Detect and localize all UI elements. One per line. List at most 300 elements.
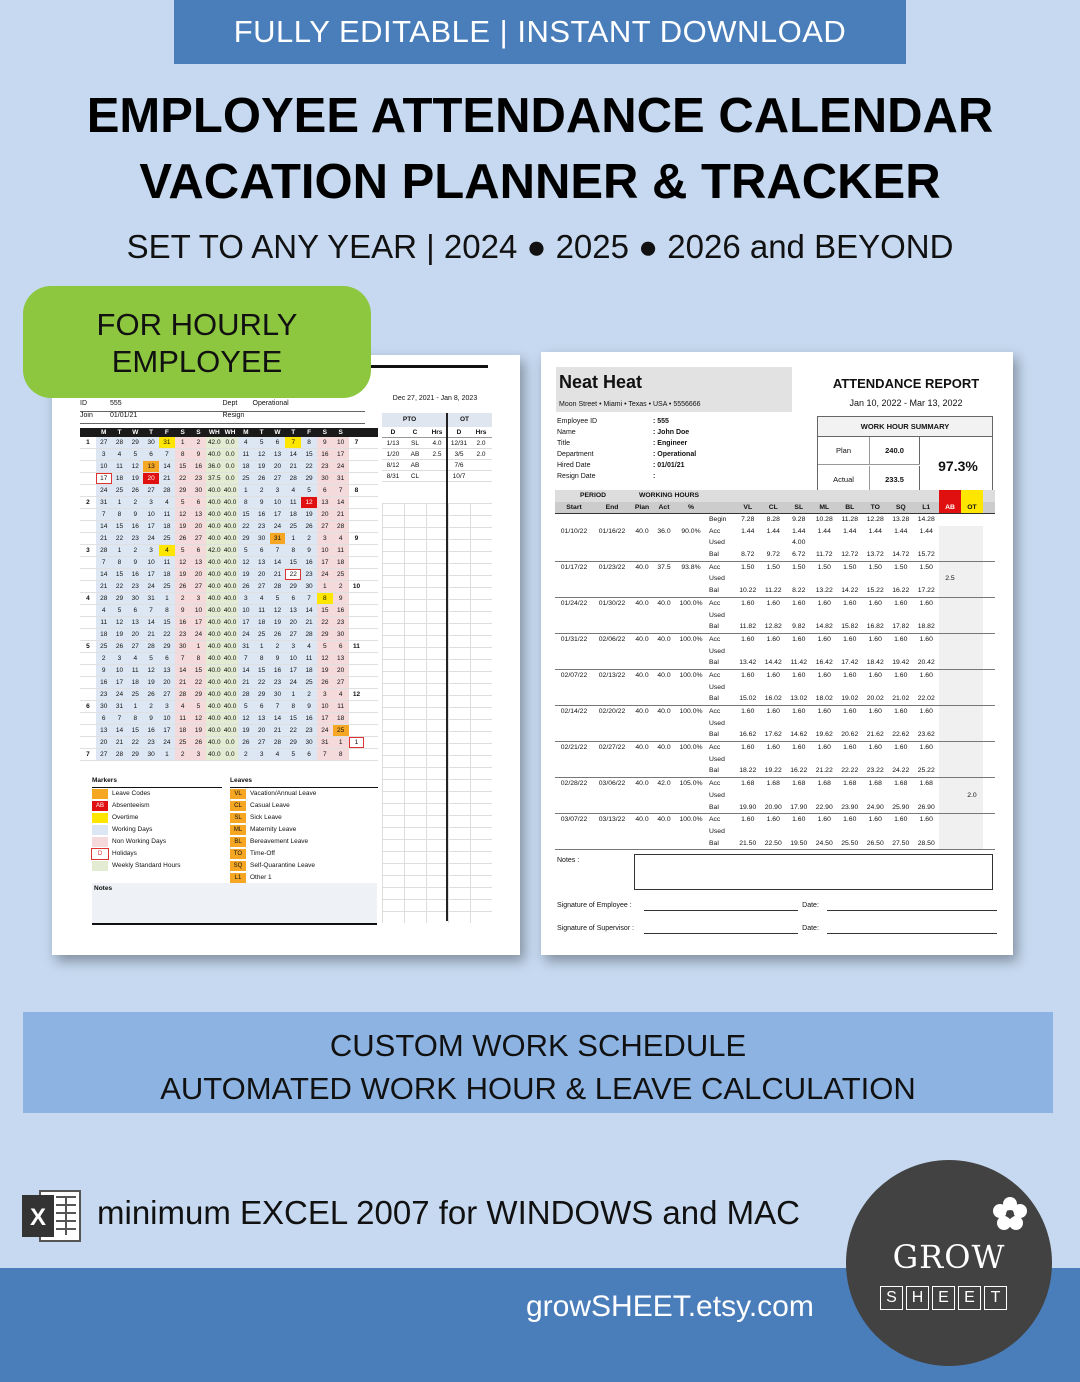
ot-value <box>961 634 983 646</box>
notes-box: Notes <box>92 883 377 923</box>
calendar-cell: 7 <box>285 437 301 448</box>
period-cell <box>653 693 675 705</box>
pto-subheader-cell: D <box>456 429 462 436</box>
leave-value <box>786 754 812 766</box>
leave-value: 15.22 <box>866 587 884 595</box>
calendar-cell: 27 <box>191 533 207 544</box>
calendar-cell: 13 <box>285 605 301 616</box>
calendar-cell: 22 <box>285 569 301 580</box>
logo-letter: E <box>958 1286 981 1310</box>
calendar-cell <box>349 497 365 508</box>
leave-value: 22.90 <box>815 803 833 811</box>
calendar-cell <box>80 653 96 664</box>
calendar-cell: 10 <box>270 497 286 508</box>
period-cell: 40.0 <box>657 671 671 679</box>
period-cell <box>593 585 631 597</box>
calendar-cell: 11 <box>333 701 349 712</box>
ot-value <box>961 526 983 538</box>
calendar-cell: 16 <box>175 617 191 628</box>
leave-value: 1.60 <box>894 671 908 679</box>
calendar-cell: 40.0 <box>223 559 237 566</box>
period-cell <box>555 585 593 597</box>
calendar-cell: 40.0 <box>207 523 221 530</box>
ot-value <box>961 826 983 838</box>
leave-value <box>863 537 889 549</box>
period-cell <box>675 729 707 741</box>
excel-requirement: minimum EXCEL 2007 for WINDOWS and MAC <box>97 1194 800 1231</box>
calendar-cell: 25 <box>333 569 349 580</box>
ab-value <box>939 838 961 850</box>
calendar-week-row <box>80 473 378 485</box>
period-cell <box>593 682 631 694</box>
employee-detail-label: Employee ID <box>557 418 598 425</box>
leave-value <box>735 718 761 730</box>
ot-value <box>961 573 983 585</box>
period-cell <box>675 802 707 814</box>
marker-item <box>92 848 222 860</box>
calendar-cell: 2 <box>127 545 143 556</box>
calendar-cell: 17 <box>333 449 349 460</box>
calendar-cell: 17 <box>317 713 333 724</box>
period-cell <box>675 790 707 802</box>
calendar-cell: 22 <box>301 461 317 472</box>
calendar-cell: 19 <box>238 725 254 736</box>
calendar-header-cell: WH <box>208 429 220 436</box>
calendar-cell: 6 <box>127 605 143 616</box>
calendar-cell: 10 <box>317 701 333 712</box>
calendar-cell: 5 <box>301 485 317 496</box>
calendar-cell: 12 <box>112 617 128 628</box>
calendar-cell: 30 <box>143 749 159 760</box>
calendar-cell: 10 <box>333 437 349 448</box>
calendar-cell: 21 <box>112 737 128 748</box>
leave-value: 25.22 <box>917 767 935 775</box>
calendar-cell: 10 <box>159 713 175 724</box>
calendar-cell: 6 <box>270 437 286 448</box>
calendar-cell: 36.0 <box>207 463 221 470</box>
calendar-cell: 4 <box>238 437 254 448</box>
calendar-header-cell: S <box>180 429 185 436</box>
leave-value: 1.60 <box>894 744 908 752</box>
calendar-cell: 4 <box>159 545 175 556</box>
leave-value <box>837 646 863 658</box>
calendar-cell <box>80 581 96 592</box>
leave-value <box>735 610 761 622</box>
calendar-cell: 3 <box>317 533 333 544</box>
calendar-cell: 3 <box>143 545 159 556</box>
calendar-cell: 40.0 <box>207 715 221 722</box>
calendar-header-cell: T <box>259 429 264 436</box>
leave-value <box>914 718 940 730</box>
calendar-cell: 14 <box>270 713 286 724</box>
period-row <box>555 621 995 633</box>
calendar-cell: 26 <box>254 473 270 484</box>
begin-cell: 14.28 <box>917 516 935 523</box>
calendar-cell: 1 <box>254 641 270 652</box>
calendar-week-row <box>80 521 378 533</box>
calendar-cell: 8 <box>285 701 301 712</box>
sheet-bottom-line <box>92 923 377 925</box>
calendar-cell: 16 <box>301 713 317 724</box>
leave-value <box>863 682 889 694</box>
calendar-cell: 2 <box>127 497 143 508</box>
ot-value: 2.0 <box>961 790 983 802</box>
calendar-cell: 6 <box>317 485 333 496</box>
leave-value: 9.72 <box>766 551 780 559</box>
period-cell: 03/13/22 <box>598 816 626 824</box>
calendar-cell <box>349 461 365 472</box>
pto-cell <box>426 460 448 470</box>
calendar-cell: 40.0 <box>223 535 237 542</box>
calendar-week-row <box>80 569 378 581</box>
marker-swatch <box>92 789 108 799</box>
calendar-cell: 8 <box>285 545 301 556</box>
leave-value: 17.22 <box>917 587 935 595</box>
calendar-cell: 23 <box>254 521 270 532</box>
leave-value: 1.60 <box>817 708 831 715</box>
calendar-cell: 17 <box>96 473 112 484</box>
join-value: 01/01/21 <box>110 412 138 419</box>
ab-value <box>939 682 961 694</box>
period-cell <box>653 682 675 694</box>
leave-value <box>888 610 914 622</box>
calendar-cell: 24 <box>159 737 175 748</box>
calendar-cell: 30 <box>143 437 159 448</box>
period-cell <box>631 549 653 561</box>
calendar-cell: 40.0 <box>223 655 237 662</box>
report-range: Jan 10, 2022 - Mar 13, 2022 <box>849 398 963 408</box>
calendar-cell: 5 <box>285 749 301 760</box>
employee-detail-value: : <box>653 473 656 480</box>
calendar-cell: 15 <box>238 509 254 520</box>
company-block <box>556 367 792 412</box>
calendar-cell: 10 <box>112 665 128 676</box>
svg-text:X: X <box>29 1204 47 1231</box>
calendar-cell: 24 <box>317 725 333 736</box>
pto-cell: 8/12 <box>386 462 400 469</box>
period-block <box>555 778 995 814</box>
leave-value: 1.60 <box>741 599 755 607</box>
pto-subheader <box>382 427 492 438</box>
calendar-cell: 15 <box>301 449 317 460</box>
calendar-cell: 16 <box>143 725 159 736</box>
calendar-cell: 25 <box>301 677 317 688</box>
calendar-cell: 2 <box>143 701 159 712</box>
calendar-cell: 23 <box>301 725 317 736</box>
calendar-cell: 17 <box>159 725 175 736</box>
period-cell <box>653 826 675 838</box>
period-cell <box>653 573 675 585</box>
calendar-cell: 27 <box>333 677 349 688</box>
ab-value <box>939 706 961 718</box>
period-cell <box>675 585 707 597</box>
calendar-cell: 9 <box>301 701 317 712</box>
ot-value <box>961 838 983 850</box>
calendar-cell: 24 <box>238 629 254 640</box>
calendar-cell: 23 <box>301 569 317 580</box>
period-cell <box>593 729 631 741</box>
calendar-cell: 40.0 <box>223 571 237 578</box>
calendar-cell: 13 <box>96 725 112 736</box>
leave-value: 12.82 <box>764 623 782 631</box>
ot-value <box>961 621 983 633</box>
calendar-cell: 26 <box>175 581 191 592</box>
calendar-cell: 2 <box>191 437 207 448</box>
calendar-cell: 2 <box>301 533 317 544</box>
leave-value: 1.60 <box>792 708 806 715</box>
period-row <box>555 598 995 610</box>
calendar-cell: 14 <box>285 449 301 460</box>
calendar-cell: 20 <box>159 677 175 688</box>
calendar-cell: 17 <box>285 665 301 676</box>
calendar-header-cell: T <box>291 429 296 436</box>
calendar-cell: 16 <box>270 665 286 676</box>
calendar-header-cell: S <box>322 429 328 436</box>
calendar-cell: 17 <box>143 521 159 532</box>
leave-value: 1.60 <box>843 635 857 643</box>
leave-value: 25.50 <box>841 839 859 847</box>
calendar-cell: 5 <box>175 545 191 556</box>
row-type-label: Acc <box>709 816 721 824</box>
leave-value: 26.50 <box>866 839 884 847</box>
period-table-group-header <box>555 490 995 502</box>
ot-value <box>961 610 983 622</box>
calendar-cell: 18 <box>333 713 349 724</box>
marker-label: Working Days <box>112 826 153 833</box>
period-cell <box>555 718 593 730</box>
period-cell: 02/28/22 <box>560 780 588 788</box>
leave-value: 10.22 <box>739 587 757 595</box>
period-row <box>555 718 995 730</box>
calendar-week-row <box>80 665 378 677</box>
excel-icon <box>22 1187 82 1245</box>
leave-value: 1.60 <box>843 671 857 679</box>
leave-value <box>761 610 787 622</box>
period-block <box>555 526 995 562</box>
period-cell <box>555 802 593 814</box>
working-hours-header: WORKING HOURS <box>638 492 700 499</box>
calendar-week-row <box>80 701 378 713</box>
calendar-cell: 19 <box>112 629 128 640</box>
leave-value: 8.22 <box>792 587 806 595</box>
calendar-cell: 24 <box>143 533 159 544</box>
leave-value <box>735 646 761 658</box>
calendar-cell: 28 <box>333 521 349 532</box>
calendar-cell: 15 <box>285 713 301 724</box>
column-header: ML <box>819 504 830 511</box>
ot-value <box>961 778 983 790</box>
calendar-cell: 22 <box>112 533 128 544</box>
leave-value <box>837 790 863 802</box>
leave-value: 18.02 <box>815 695 833 703</box>
period-cell <box>631 682 653 694</box>
calendar-cell: 2 <box>270 641 286 652</box>
leave-value: 21.62 <box>866 731 884 739</box>
leave-value <box>888 754 914 766</box>
ab-value <box>939 765 961 777</box>
leave-value: 13.42 <box>739 659 757 667</box>
shop-url[interactable]: growSHEET.etsy.com <box>526 1290 814 1323</box>
calendar-cell: 7 <box>143 605 159 616</box>
calendar-cell <box>349 521 365 532</box>
calendar-cell: 26 <box>238 737 254 748</box>
calendar-cell: 2 <box>175 749 191 760</box>
period-cell <box>653 802 675 814</box>
calendar-cell: 29 <box>159 641 175 652</box>
period-row <box>555 778 995 790</box>
calendar-cell: 40.0 <box>207 511 221 518</box>
calendar-cell: 12 <box>270 605 286 616</box>
period-cell <box>675 573 707 585</box>
calendar-cell <box>80 485 96 496</box>
calendar-week-row <box>80 689 378 701</box>
calendar-cell: 20 <box>127 629 143 640</box>
period-cell <box>593 718 631 730</box>
marker-swatch <box>92 837 108 847</box>
period-cell: 02/21/22 <box>560 744 588 752</box>
calendar-cell: 22 <box>191 677 207 688</box>
calendar-cell: 40.0 <box>223 715 237 722</box>
badge-line1: FOR HOURLY <box>96 307 298 342</box>
period-cell: 40.0 <box>635 816 649 824</box>
calendar-cell: 2 <box>254 485 270 496</box>
calendar-cell: 29 <box>238 533 254 544</box>
period-cell <box>675 682 707 694</box>
leave-value: 9.82 <box>792 623 806 631</box>
period-cell <box>631 838 653 850</box>
calendar-cell: 1 <box>159 593 175 604</box>
employee-signature-row <box>557 902 997 911</box>
calendar-cell: 12 <box>254 449 270 460</box>
calendar-cell: 13 <box>270 449 286 460</box>
calendar-cell: 22 <box>317 617 333 628</box>
leave-value: 19.50 <box>790 839 808 847</box>
calendar-cell: 40.0 <box>207 655 221 662</box>
leave-value: 1.60 <box>741 635 755 643</box>
leave-value: 22.02 <box>917 695 935 703</box>
calendar-cell: 25 <box>112 485 128 496</box>
leave-value <box>735 826 761 838</box>
period-cell <box>675 765 707 777</box>
row-type-label: Bal <box>709 659 719 667</box>
period-block <box>555 562 995 598</box>
leave-value: 1.60 <box>741 671 755 679</box>
calendar-cell: 20 <box>285 617 301 628</box>
id-label: ID <box>80 400 87 407</box>
calendar-week-row <box>80 533 378 545</box>
calendar-cell: 17 <box>143 569 159 580</box>
logo-grow-text: GROW <box>892 1238 1006 1276</box>
calendar-header <box>80 428 378 437</box>
calendar-cell <box>349 749 365 760</box>
leave-value: 14.22 <box>841 587 859 595</box>
calendar-cell: 21 <box>96 581 112 592</box>
calendar-cell: 14 <box>159 461 175 472</box>
calendar-cell: 3 <box>159 701 175 712</box>
period-cell <box>631 693 653 705</box>
pto-cell: 8/31 <box>386 473 400 480</box>
period-row <box>555 826 995 838</box>
ab-value <box>939 585 961 597</box>
leave-value <box>812 826 838 838</box>
leave-value <box>786 646 812 658</box>
period-cell <box>675 838 707 850</box>
period-cell: 02/07/22 <box>560 671 588 679</box>
row-type-label: Bal <box>709 767 719 775</box>
leave-value: 13.22 <box>815 587 833 595</box>
calendar-cell: 40.0 <box>223 523 237 530</box>
period-block <box>555 598 995 634</box>
calendar-cell: 17 <box>317 557 333 568</box>
work-hour-summary <box>817 416 993 494</box>
row-type-label: Used <box>709 539 725 547</box>
leave-value: 1.60 <box>817 599 831 607</box>
calendar-cell: 22 <box>112 581 128 592</box>
leave-value: 1.60 <box>766 744 780 752</box>
calendar-cell: 2 <box>86 499 90 506</box>
period-cell <box>593 826 631 838</box>
ab-value <box>939 718 961 730</box>
ab-value <box>939 670 961 682</box>
period-cell: 40.0 <box>657 708 671 715</box>
leave-value <box>735 537 761 549</box>
calendar-cell: 8 <box>333 749 349 760</box>
period-cell: 02/13/22 <box>598 671 626 679</box>
calendar-week-row <box>80 617 378 629</box>
leave-label: Vacation/Annual Leave <box>250 790 317 797</box>
leave-item <box>230 812 378 824</box>
leave-value <box>888 682 914 694</box>
period-block <box>555 742 995 778</box>
column-header: CL <box>768 504 778 511</box>
period-cell <box>555 754 593 766</box>
calendar-cell: 8 <box>112 557 128 568</box>
calendar-cell: 0.0 <box>222 461 238 472</box>
calendar-cell: 25 <box>159 533 175 544</box>
leave-item <box>230 824 378 836</box>
row-type-label: Used <box>709 683 725 691</box>
calendar-cell: 18 <box>159 569 175 580</box>
calendar-cell: 40.0 <box>207 679 221 686</box>
calendar-cell: 40.0 <box>207 571 221 578</box>
calendar-cell: 7 <box>270 545 286 556</box>
column-header: TO <box>870 504 880 511</box>
column-header <box>707 502 735 513</box>
period-cell <box>675 657 707 669</box>
plan-label: Plan <box>818 437 870 464</box>
leave-value: 20.90 <box>764 803 782 811</box>
calendar-cell: 7 <box>317 749 333 760</box>
calendar-cell: 21 <box>270 725 286 736</box>
leave-value: 1.68 <box>792 780 806 788</box>
leave-value: 24.22 <box>892 767 910 775</box>
calendar-week-row <box>80 497 378 509</box>
calendar-cell: 29 <box>285 737 301 748</box>
supervisor-signature-row <box>557 925 997 934</box>
calendar-cell <box>80 473 96 484</box>
period-cell <box>593 754 631 766</box>
employee-detail-row <box>557 416 797 427</box>
growsheet-logo <box>846 1160 1052 1366</box>
period-block <box>555 814 995 850</box>
period-cell <box>555 765 593 777</box>
period-cell: 105.0% <box>679 780 703 788</box>
calendar-cell <box>349 569 365 580</box>
leave-value: 1.44 <box>919 527 933 535</box>
pto-subheader-cell: C <box>412 429 418 436</box>
calendar-cell: 4 <box>86 595 90 602</box>
calendar-cell: 29 <box>317 629 333 640</box>
